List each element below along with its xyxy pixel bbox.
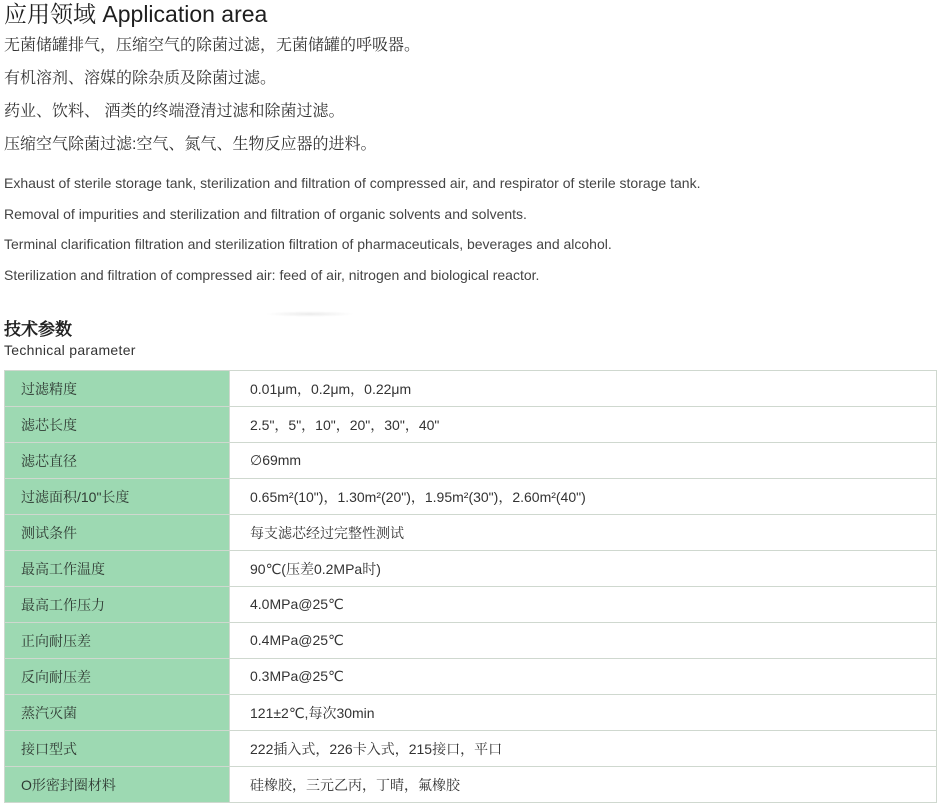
table-row xyxy=(5,407,937,443)
param-value: 0.01μm，0.2μm，0.22μm xyxy=(230,371,937,407)
table-row xyxy=(5,551,937,587)
applications-en-list xyxy=(4,171,700,293)
table-row xyxy=(5,659,937,695)
param-value: 90℃(压差0.2MPa时) xyxy=(230,551,937,587)
page-title: 应用领域 Application area xyxy=(4,1,268,27)
tech-section-title-en: Technical parameter xyxy=(4,342,136,358)
table-row xyxy=(5,731,937,767)
applications-cn-list xyxy=(4,34,420,166)
table-row xyxy=(5,371,937,407)
param-value: 每支滤芯经过完整性测试 xyxy=(230,515,937,551)
table-row xyxy=(5,623,937,659)
application-en-item: Terminal clarification filtration and sterilization filtration of pharmaceuticals, beverages and alcohol. xyxy=(4,236,612,252)
param-label: 测试条件 xyxy=(5,515,230,551)
param-value: 硅橡胶，三元乙丙，丁晴，氟橡胶 xyxy=(230,767,937,803)
param-value: 222插入式，226卡入式，215接口，平口 xyxy=(230,731,937,767)
param-label: 正向耐压差 xyxy=(5,623,230,659)
application-en-item: Exhaust of sterile storage tank, sterilization and filtration of compressed air, and respirator of sterile storage tank. xyxy=(4,175,701,191)
table-row xyxy=(5,767,937,803)
application-en-item: Removal of impurities and sterilization and filtration of organic solvents and solvents. xyxy=(4,205,527,222)
param-label: O形密封圈材料 xyxy=(5,767,230,803)
param-value: 0.3MPa@25℃ xyxy=(230,659,937,695)
technical-parameter-table xyxy=(4,370,937,803)
application-en-item: Sterilization and filtration of compressed air: feed of air, nitrogen and biological reactor. xyxy=(4,266,540,283)
table-row xyxy=(5,479,937,515)
param-value: 2.5"，5"，10"，20"，30"，40" xyxy=(230,407,937,443)
tech-section-title-cn: 技术参数 xyxy=(4,320,72,339)
param-value: 0.65m²(10")，1.30m²(20")，1.95m²(30")，2.60m²(40") xyxy=(230,479,937,515)
param-label: 接口型式 xyxy=(5,731,230,767)
application-cn-item: 有机溶剂、溶媒的除杂质及除菌过滤。 xyxy=(4,70,277,87)
param-label: 蒸汽灭菌 xyxy=(5,695,230,731)
table-row xyxy=(5,515,937,551)
section-divider xyxy=(265,311,355,317)
table-row xyxy=(5,587,937,623)
table-row xyxy=(5,443,937,479)
param-label: 过滤精度 xyxy=(5,371,230,407)
param-value: 0.4MPa@25℃ xyxy=(230,623,937,659)
param-value: ∅69mm xyxy=(230,443,937,479)
param-label: 过滤面积/10"长度 xyxy=(5,479,230,515)
application-cn-item: 无菌储罐排气，压缩空气的除菌过滤，无菌储罐的呼吸器。 xyxy=(4,37,421,54)
param-label: 滤芯长度 xyxy=(5,407,230,443)
application-cn-item: 压缩空气除菌过滤:空气、氮气、生物反应器的进料。 xyxy=(4,136,377,153)
param-label: 最高工作压力 xyxy=(5,587,230,623)
table-row xyxy=(5,695,937,731)
param-label: 滤芯直径 xyxy=(5,443,230,479)
param-label: 反向耐压差 xyxy=(5,659,230,695)
param-label: 最高工作温度 xyxy=(5,551,230,587)
application-cn-item: 药业、饮料、 酒类的终端澄清过滤和除菌过滤。 xyxy=(4,103,345,120)
param-value: 4.0MPa@25℃ xyxy=(230,587,937,623)
param-value: 121±2℃,每次30min xyxy=(230,695,937,731)
